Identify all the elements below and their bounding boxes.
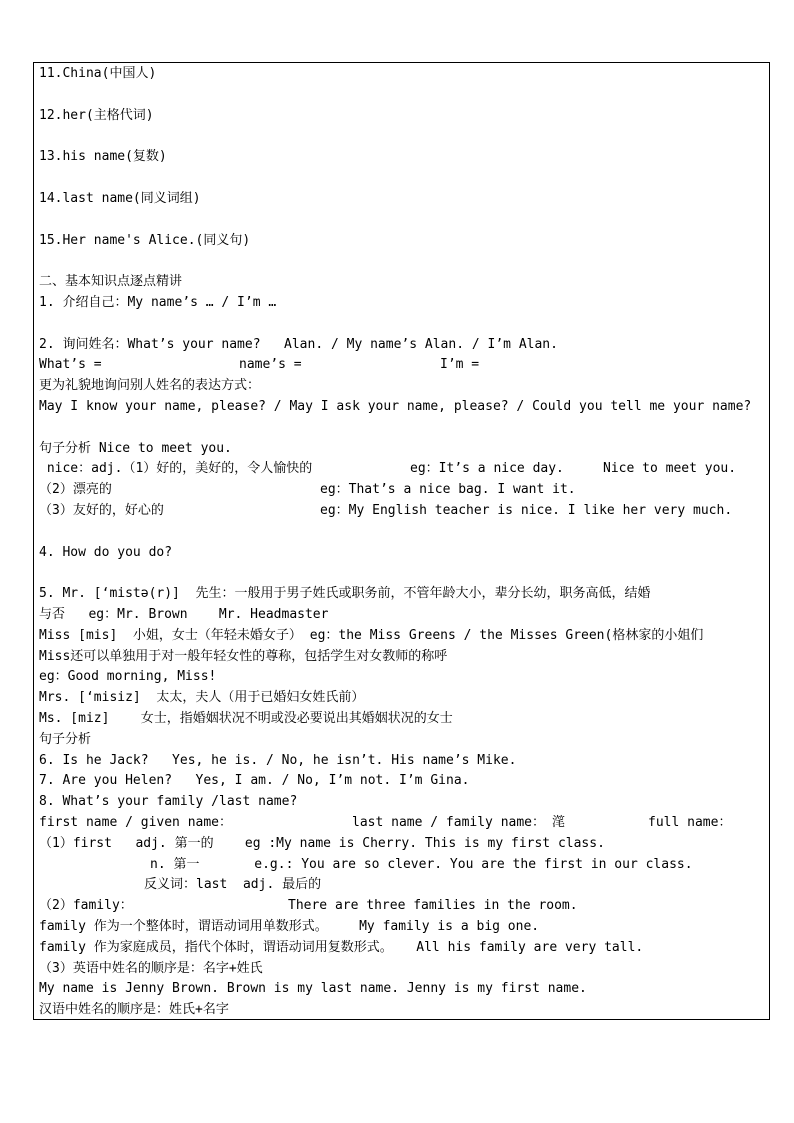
nice-meaning-1: nice：adj.（1）好的，美好的，令人愉快的 [39, 461, 313, 476]
stray-mark: 滗 [552, 815, 566, 830]
ms-line: Ms. [miz] 女士，指婚姻状况不明或没必要说出其婚姻状况的女士 [39, 711, 453, 726]
nice-meaning-2: （2）漂亮的 [39, 482, 112, 497]
polite-intro: 更为礼貌地询问别人姓名的表达方式： [39, 378, 261, 393]
miss-line-2: Miss还可以单独用于对一般年轻女性的尊称，包括学生对女教师的称呼 [39, 649, 448, 664]
exercise-14: 14.last name(同义词组) [39, 191, 201, 206]
order-line-1: （3）英语中姓名的顺序是：名字+姓氏 [39, 961, 263, 976]
family-line-1-example: There are three families in the room. [288, 898, 578, 913]
family-line-1: （2）family： [39, 898, 133, 913]
first-name-term: first name / given name： [39, 815, 233, 830]
first-line-3: 反义词：last adj. 最后的 [144, 877, 322, 892]
contraction-names: name’s = [239, 357, 302, 372]
mrs-line: Mrs. [‘misiz] 太太，夫人（用于已婚妇女姓氏前） [39, 690, 365, 705]
point-7: 7. Are you Helen? Yes, I am. / No, I’m not. I’m Gina. [39, 773, 470, 788]
exercise-13: 13.his name(复数) [39, 149, 167, 164]
mr-line-1: 5. Mr. [‘mistə(r)] 先生：一般用于男子姓氏或职务前，不管年龄大小，辈分长幼，职务高低，结婚 [39, 586, 651, 601]
point-1: 1. 介绍自己：My name’s … / I’m … [39, 295, 277, 310]
exercise-12: 12.her(主格代词) [39, 108, 154, 123]
point-6: 6. Is he Jack? Yes, he is. / No, he isn’t. His name’s Mike. [39, 753, 517, 768]
mr-line-2: 与否 eg：Mr. Brown Mr. Headmaster [39, 607, 329, 622]
polite-examples: May I know your name, please? / May I ask your name, please? / Could you tell me your name? [39, 399, 752, 414]
nice-example-2: eg：That’s a nice bag. I want it. [320, 482, 576, 497]
exercise-15: 15.Her name's Alice.(同义句) [39, 233, 251, 248]
miss-line-3: eg：Good morning, Miss! [39, 669, 217, 684]
first-line-1: （1）first adj. 第一的 eg :My name is Cherry. This is my first class. [39, 836, 605, 851]
analysis-heading-2: 句子分析 [39, 732, 92, 747]
order-line-2: My name is Jenny Brown. Brown is my last name. Jenny is my first name. [39, 981, 587, 996]
analysis-heading-1: 句子分析 Nice to meet you. [39, 441, 232, 456]
point-4: 4. How do you do? [39, 545, 173, 560]
first-line-2: n. 第一 e.g.: You are so clever. You are the first in our class. [150, 857, 693, 872]
section-title: 二、基本知识点逐点精讲 [39, 274, 183, 289]
family-line-2: family 作为一个整体时，谓语动词用单数形式。 My family is a big one. [39, 919, 540, 934]
contraction-im: I’m = [440, 357, 480, 372]
point-2: 2. 询问姓名：What’s your name? Alan. / My name’s Alan. / I’m Alan. [39, 337, 558, 352]
family-line-3: family 作为家庭成员，指代个体时，谓语动词用复数形式。 All his family are very tall. [39, 940, 644, 955]
last-name-term: last name / family name： [352, 815, 546, 830]
contraction-whats: What’s = [39, 357, 102, 372]
point-8: 8. What’s your family /last name? [39, 794, 298, 809]
nice-example-1: eg：It’s a nice day. Nice to meet you. [410, 461, 737, 476]
miss-line-1: Miss [mis] 小姐，女士（年轻未婚女子） eg：the Miss Greens / the Misses Green(格林家的小姐们 [39, 628, 704, 643]
full-name-term: full name： [648, 815, 732, 830]
nice-meaning-3: （3）友好的，好心的 [39, 503, 164, 518]
exercise-11: 11.China(中国人) [39, 66, 157, 81]
nice-example-3: eg：My English teacher is nice. I like her very much. [320, 503, 733, 518]
order-line-3: 汉语中姓名的顺序是：姓氏+名字 [39, 1002, 229, 1017]
